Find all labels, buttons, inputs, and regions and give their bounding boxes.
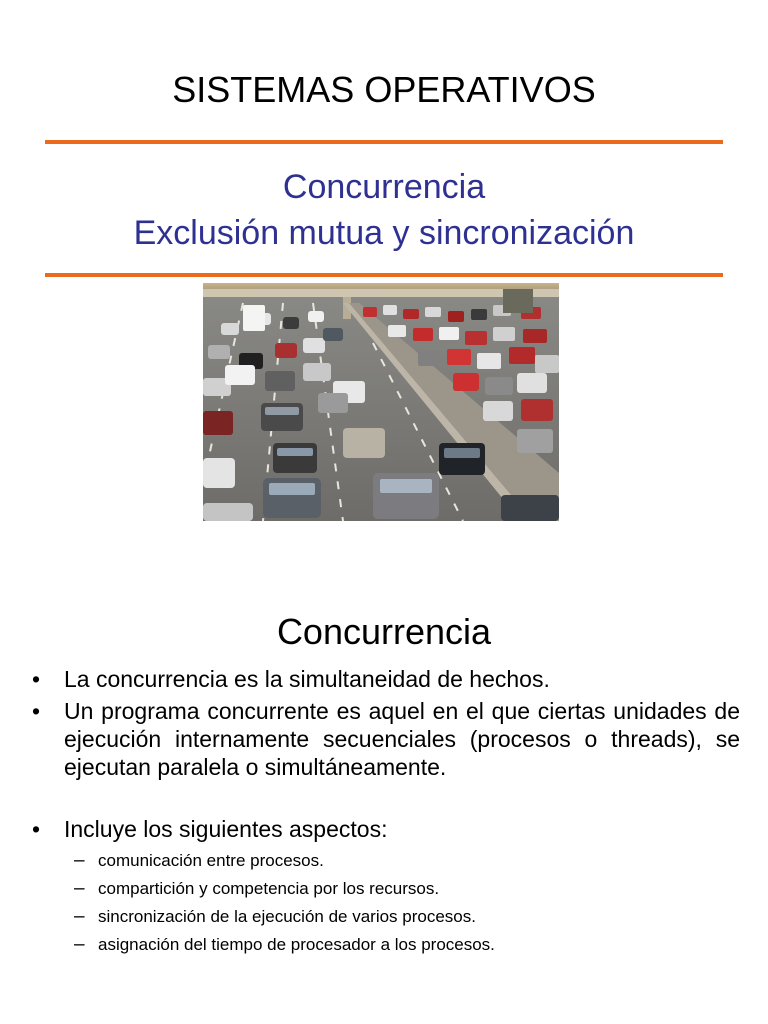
spacer <box>30 785 740 815</box>
top-divider <box>45 140 723 144</box>
highway-traffic-photo <box>203 283 559 521</box>
sub-list <box>64 847 740 959</box>
sub-item-text: comunicación entre procesos. <box>98 851 324 870</box>
bullet-marker: • <box>32 698 41 724</box>
dash-marker: – <box>74 906 85 927</box>
bullet-marker: • <box>32 816 41 842</box>
list-item <box>30 697 740 781</box>
dash-marker: – <box>74 850 85 871</box>
sub-list-item <box>30 875 740 903</box>
bullet-text: La concurrencia es la simultaneidad de hechos. <box>64 666 550 692</box>
list-item <box>30 665 740 693</box>
bottom-divider <box>45 273 723 277</box>
bullet-text: Un programa concurrente es aquel en el que ciertas unidades de ejecución internamente secuenciales (procesos o threads), se ejecutan paralela o simultáneamente. <box>64 698 740 780</box>
bullet-marker: • <box>32 666 41 692</box>
content-slide <box>0 560 768 1024</box>
sub-item-text: sincronización de la ejecución de varios procesos. <box>98 907 476 926</box>
dash-marker: – <box>74 878 85 899</box>
sub-list-item <box>30 931 740 959</box>
slide-title: SISTEMAS OPERATIVOS <box>172 69 596 110</box>
sub-item-text: asignación del tiempo de procesador a los procesos. <box>98 935 495 954</box>
bullet-list <box>30 665 740 963</box>
slide-title: Concurrencia <box>276 611 492 652</box>
bullet-text: Incluye los siguientes aspectos: <box>64 816 388 842</box>
subtitle-line-1: Concurrencia <box>282 168 486 206</box>
sub-item-text: compartición y competencia por los recursos. <box>98 879 440 898</box>
sub-list-item <box>30 847 740 875</box>
list-item <box>30 815 740 959</box>
slide-subtitle <box>0 164 768 256</box>
subtitle-line-2: Exclusión mutua y sincronización <box>133 214 635 252</box>
sub-list-item <box>30 903 740 931</box>
dash-marker: – <box>74 934 85 955</box>
